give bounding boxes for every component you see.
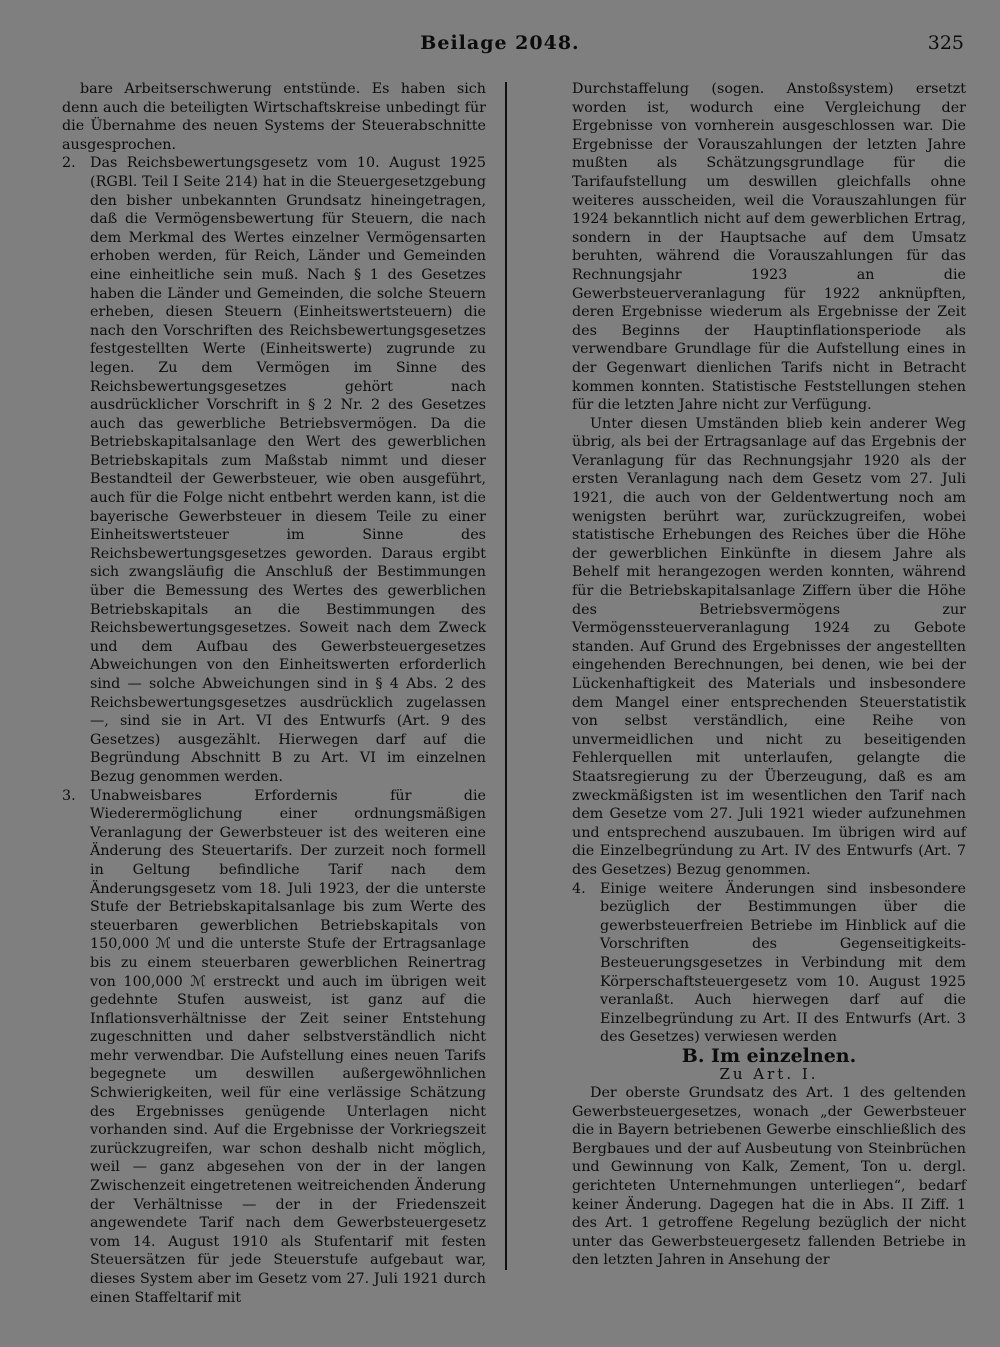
subsection-heading: Zu Art. I. bbox=[719, 1065, 819, 1084]
page-number: 325 bbox=[927, 32, 964, 54]
right-column bbox=[572, 80, 966, 1270]
paragraph: Der oberste Grundsatz des Art. 1 des geltenden Gewerbsteuergesetzes, wonach „der Gewerbsteuer die in Bayern betriebenen Gewerbe einschließlich des Bergbaues und der auf Ausbeutung von Steinbrüchen und Gewinnung von Kalk, Zement, Ton u. dergl. gerichteten Unternehmungen unterliegen“, bedarf keiner Änderung. Dagegen hat die in Abs. II Ziff. 1 des Art. 1 getroffene Regelung bezüglich der nicht unter das Gewerbsteuergesetz fallenden Betriebe in den letzten Jahren in Ansehung der bbox=[572, 1085, 966, 1269]
list-text: Das Reichsbewertungsgesetz vom 10. August 1925 (RGBl. Teil I Seite 214) hat in die Steuergesetzgebung den bisher unbekannten Grundsatz hineingetragen, daß die Vermögensbewertung für Steuern, die nach dem Merkmal des Wertes einzelner Vermögensarten erhoben werden, für Reich, Länder und Gemeinden eine einheitliche sein muß. Nach § 1 des Gesetzes haben die Länder und Gemeinden, die solche Steuern erheben, diesen Steuern (Einheitswertsteuern) die nach den Vorschriften des Reichsbewertungsgesetzes festgestellten Werte (Einheitswerte) zugrunde zu legen. Zu dem Vermögen im Sinne des Reichsbewertungsgesetzes gehört nach ausdrücklicher Vorschrift in § 2 Nr. 2 des Gesetzes auch das gewerbliche Betriebsvermögen. Da die Betriebskapitalsanlage den Wert des gewerblichen Betriebskapitals zum Maßstab nimmt und dieser Bestandteil der Gewerbsteuer, wie oben ausgeführt, auch für die Folge nicht entbehrt werden kann, ist die bayerische Gewerbsteuer in diesem Teile zu einer Einheitswertsteuer im Sinne des Reichsbewertungsgesetzes geworden. Daraus ergibt sich zwangsläufig die Anschluß der Bestimmungen über die Bemessung des Wertes des gewerblichen Betriebskapitals an die Bestimmungen des Reichsbewertungsgesetzes. Soweit nach dem Zweck und dem Aufbau des Gewerbsteuergesetzes Abweichungen von den Einheitswerten erforderlich sind — solche Abweichungen sind in § 4 Abs. 2 des Reichsbewertungsgesetzes ausdrücklich zugelassen —, sind sie in Art. VI des Entwurfs (Art. 9 des Gesetzes) ausgezählt. Hierwegen darf auf die Begründung Abschnitt B zu Art. VI im einzelnen Bezug genommen werden. bbox=[90, 155, 486, 785]
running-head bbox=[0, 32, 1000, 58]
list-item-4 bbox=[572, 880, 966, 1047]
list-text: Einige weitere Änderungen sind insbesondere bezüglich der Bestimmungen über die gewerbsteuerfreien Betriebe im Hinblick auf die Vorschriften des Gegenseitigkeits-Besteuerungsgesetzes in Verbindung mit dem Körperschaftsteuergesetz vom 10. August 1925 veranlaßt. Auch hierwegen darf auf die Einzelbegründung zu Art. II des Entwurfs (Art. 3 des Gesetzes) verwiesen werden bbox=[600, 880, 966, 1046]
column-divider bbox=[505, 82, 507, 1270]
paragraph: Unter diesen Umständen blieb kein anderer Weg übrig, als bei der Ertragsanlage auf das Ergebnis der Veranlagung für das Rechnungsjahr 1920 als der ersten Veranlagung nach dem Gesetz vom 27. Juli 1921, die auch von der Geldentwertung noch am wenigsten berührt war, zurückzugreifen, wobei statistische Erhebungen des Reiches über die Höhe der gewerblichen Einkünfte in diesem Jahre als Behelf mit herangezogen werden konnten, während für die Betriebskapitalsanlage Ziffern über die Höhe des Betriebsvermögens zur Vermögenssteuerveranlagung 1924 zu Gebote standen. Auf Grund des Ergebnisses der angestellten eingehenden Berechnungen, bei denen, wie bei der Lückenhaftigkeit des Materials und insbesondere dem Mangel einer entsprechenden Steuerstatistik von selbst verständlich, eine Reihe von unvermeidlichen und nicht zu beseitigenden Fehlerquellen mit unterlaufen, gelangte die Staatsregierung zu der Überzeugung, daß es am zweckmäßigsten ist im wesentlichen den Tarif nach dem Gesetze vom 27. Juli 1921 wieder aufzunehmen und entsprechend auszubauen. Im übrigen wird auf die Einzelbegründung zu Art. IV des Entwurfs (Art. 7 des Gesetzes) Bezug genommen. bbox=[572, 415, 966, 878]
list-item-3 bbox=[62, 787, 486, 1308]
section-heading: B. Im einzelnen. bbox=[681, 1044, 857, 1067]
list-number: 2. bbox=[62, 155, 76, 172]
left-column bbox=[62, 80, 486, 1307]
list-item-2 bbox=[62, 154, 486, 786]
list-number: 3. bbox=[62, 787, 76, 804]
paragraph-continuation-right: Durchstaffelung (sogen. Anstoßsystem) ersetzt worden ist, wodurch eine Vergleichung der Ergebnisse von vornherein ausgeschlossen war. Die Ergebnisse der Vorauszahlungen der letzten Jahre mußten als Schätzungsgrundlage für die Tarifaufstellung um deswillen gleichfalls ohne weiteres ausscheiden, weil die Vorauszahlungen für 1924 bekanntlich nicht auf dem gewerblichen Ertrag, sondern in der Hauptsache auf dem Umsatz beruhten, während die Vorauszahlungen für das Rechnungsjahr 1923 an die Gewerbsteuerveranlagung für 1922 anknüpften, deren Ergebnisse wiederum als Ergebnisse der Zeit des Beginns der Hauptinflationsperiode als verwendbare Grundlage für die Aufstellung eines in der Gegenwart dienlichen Tarifs nicht in Betracht kommen konnten. Statistische Feststellungen stehen für die letzten Jahre nicht zur Verfügung. bbox=[572, 81, 966, 414]
list-number: 4. bbox=[572, 880, 586, 897]
paragraph-continuation-left: bare Arbeitserschwerung entstünde. Es haben sich denn auch die beteiligten Wirtschaftskreise unbedingt für die Übernahme des neuen Systems der Steuerabschnitte ausgesprochen. bbox=[62, 81, 486, 153]
list-text: Unabweisbares Erfordernis für die Wiederermöglichung einer ordnungsmäßigen Veranlagung der Gewerbsteuer ist des weiteren eine Änderung des Steuertarifs. Der zurzeit noch formell in Geltung befindliche Tarif nach dem Änderungsgesetz vom 18. Juli 1923, der die unterste Stufe der Betriebskapitalsanlage bis zum Werte des steuerbaren gewerblichen Betriebskapitals von 150,000 ℳ und die unterste Stufe der Ertragsanlage bis zu einem steuerbaren gewerblichen Reinertrag von 100,000 ℳ erstreckt und auch im übrigen weit gedehnte Stufen ausweist, ist ganz auf die Inflationsverhältnisse der Zeit seiner Entstehung zugeschnitten und daher selbstverständlich nicht mehr verwendbar. Die Aufstellung eines neuen Tarifs begegnete um deswillen außergewöhnlichen Schwierigkeiten, weil für eine verlässige Schätzung des Ergebnisses genügende Unterlagen nicht vorhanden sind. Auf die Ergebnisse der Vorkriegszeit zurückzugreifen, war schon deshalb nicht möglich, weil — ganz abgesehen von der in der langen Zwischenzeit eingetretenen weitreichenden Änderung der Verhältnisse — der in der Friedenszeit angewendete Tarif nach dem Gewerbsteuergesetz vom 14. August 1910 als Stufentarif mit festen Steuersätzen für jede Steuerstufe aufgebaut war, dieses System aber im Gesetz vom 27. Juli 1921 durch einen Staffeltarif mit bbox=[90, 787, 486, 1306]
running-head-title: Beilage 2048. bbox=[420, 32, 580, 54]
